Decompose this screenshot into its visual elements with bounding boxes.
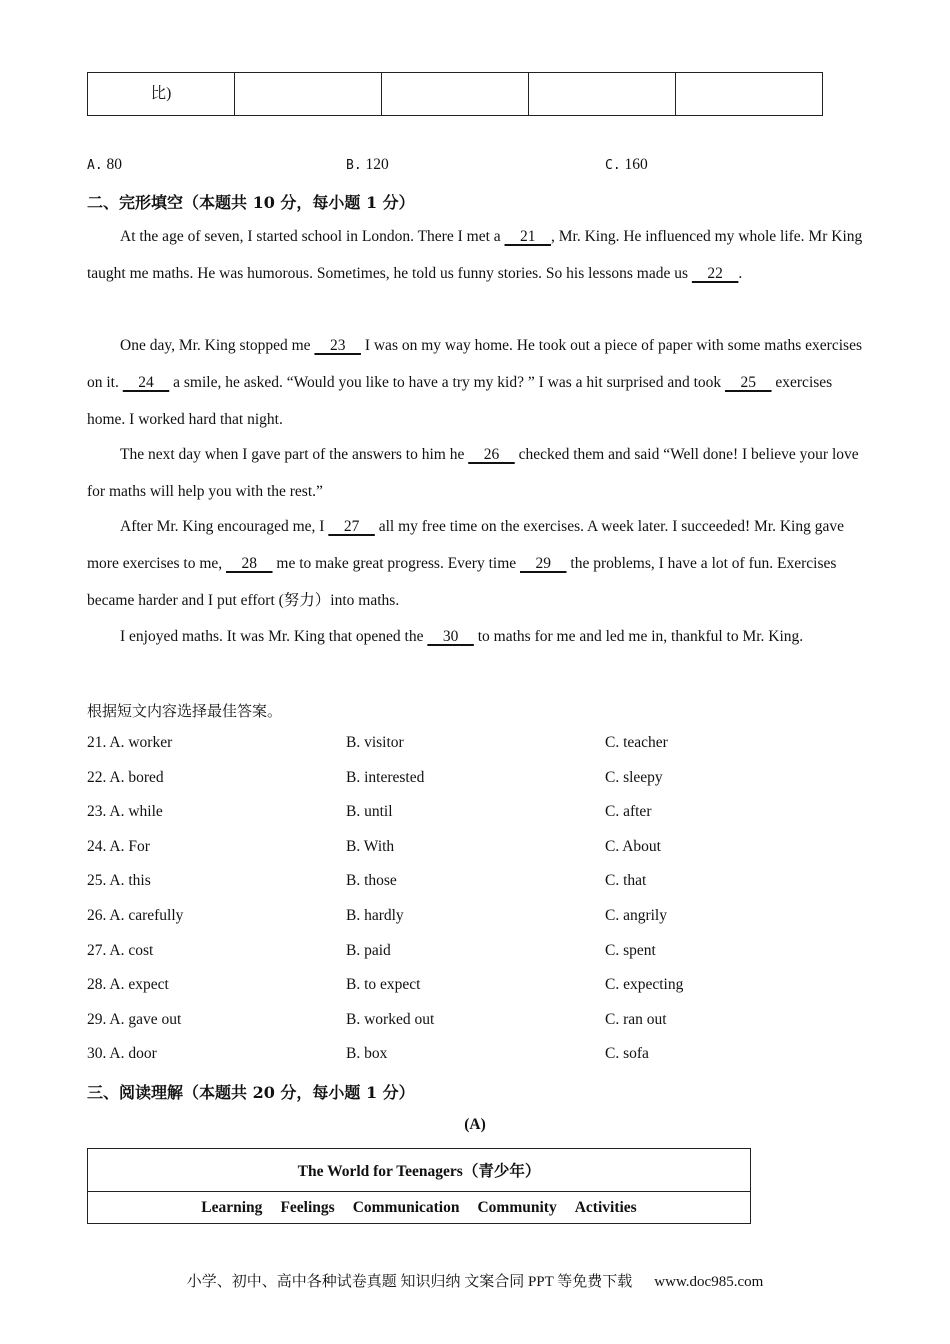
question-row [87, 907, 847, 929]
option-b: B. those [346, 872, 397, 889]
question-row [87, 803, 847, 825]
section2-heading: 二、完形填空（本题共 10 分，每小题 1 分） [87, 193, 415, 212]
option-c: C. sofa [605, 1045, 649, 1062]
question-row [87, 838, 847, 860]
footer-url[interactable]: www.doc985.com [654, 1274, 764, 1290]
passage-paragraph-3 [87, 436, 867, 510]
table-title: The World for Teenagers（青少年） [88, 1149, 751, 1192]
option-c: C. teacher [605, 734, 668, 751]
blank-28: 28 [226, 555, 273, 572]
blank-27: 27 [328, 518, 375, 535]
option-label: B. [346, 158, 362, 173]
option-a: 28. A. expect [87, 976, 169, 993]
option-a: 26. A. carefully [87, 907, 184, 924]
table-cell [382, 73, 529, 116]
passage-text: checked them and said “Well done! I believe your love for maths will help you with the rest.” [87, 446, 859, 500]
option-c: C. About [605, 838, 661, 855]
blank-22: 22 [691, 265, 739, 282]
option-a: 23. A. while [87, 803, 163, 820]
option-a: 29. A. gave out [87, 1011, 182, 1028]
nav-community: Community [477, 1198, 557, 1216]
passage-paragraph-5 [87, 618, 867, 655]
passage-text: I enjoyed maths. It was Mr. King that opened the [120, 628, 428, 645]
option-a: 21. A. worker [87, 734, 173, 751]
option-a: 22. A. bored [87, 769, 164, 786]
option-c: C. spent [605, 942, 656, 959]
option-b: B. visitor [346, 734, 404, 751]
option-value: 120 [365, 156, 389, 173]
option-b: B. hardly [346, 907, 404, 924]
passage-text: a smile, he asked. “Would you like to have a try my kid? ” I was a hit surprised and took [169, 374, 726, 391]
blank-25: 25 [725, 374, 772, 391]
prev-option-b [346, 156, 389, 174]
option-b: B. paid [346, 942, 391, 959]
question-row [87, 769, 847, 791]
passage-text: the problems, I have a lot of fun. Exercises became harder and I put effort (努力）into maths. [87, 555, 837, 609]
option-b: B. With [346, 838, 395, 855]
question-row [87, 1011, 847, 1033]
passage-paragraph-2 [87, 327, 867, 438]
nav-activities: Activities [574, 1198, 637, 1216]
blank-21: 21 [504, 228, 552, 245]
nav-row [88, 1192, 751, 1224]
blank-30: 30 [427, 628, 474, 645]
passage-text: At the age of seven, I started school in London. There I met a [120, 228, 505, 245]
option-value: 80 [106, 156, 123, 173]
table-cell-text: 比) [150, 85, 172, 102]
question-row [87, 942, 847, 964]
passage-text: After Mr. King encouraged me, I [120, 518, 329, 535]
option-c: C. angrily [605, 907, 667, 924]
teenagers-table [87, 1148, 751, 1224]
passage-text: me to make great progress. Every time [272, 555, 521, 572]
section3-heading: 三、阅读理解（本题共 20 分，每小题 1 分） [87, 1083, 415, 1102]
passage-text: to maths for me and led me in, thankful to Mr. King. [473, 628, 804, 645]
part-label: (A) [464, 1116, 486, 1133]
option-a: 30. A. door [87, 1045, 157, 1062]
option-a: 27. A. cost [87, 942, 154, 959]
table-cell [676, 73, 823, 116]
instruction-text: 根据短文内容选择最佳答案。 [87, 702, 283, 720]
prev-option-a [87, 156, 122, 174]
option-label: A. [87, 158, 103, 173]
option-c: C. sleepy [605, 769, 663, 786]
blank-24: 24 [122, 374, 170, 391]
nav-learning: Learning [201, 1198, 263, 1216]
option-b: B. interested [346, 769, 425, 786]
footer-text: 小学、初中、高中各种试卷真题 知识归纳 文案合同 PPT 等免费下载 [186, 1274, 633, 1290]
prev-option-c [605, 156, 648, 174]
option-b: B. worked out [346, 1011, 435, 1028]
table-cell [529, 73, 676, 116]
option-b: B. to expect [346, 976, 421, 993]
passage-text: The next day when I gave part of the answers to him he [120, 446, 469, 463]
option-c: C. after [605, 803, 652, 820]
nav-feelings: Feelings [280, 1198, 335, 1216]
top-table-fragment [87, 72, 823, 116]
passage-paragraph-1 [87, 218, 867, 292]
passage-paragraph-4 [87, 508, 867, 619]
passage-text: . [738, 265, 743, 282]
nav-communication: Communication [352, 1198, 460, 1216]
blank-29: 29 [520, 555, 567, 572]
option-c: C. ran out [605, 1011, 667, 1028]
question-row [87, 976, 847, 998]
passage-text: One day, Mr. King stopped me [120, 337, 315, 354]
question-row [87, 734, 847, 756]
passage-text: , Mr. King. He influenced my whole life. Mr King taught me maths. He was humorous. Sometimes, he told us funny stories. So his lessons made us [87, 228, 863, 282]
option-value: 160 [624, 156, 648, 173]
table-cell [88, 73, 235, 116]
table-cell [235, 73, 382, 116]
option-a: 24. A. For [87, 838, 150, 855]
option-label: C. [605, 158, 621, 173]
passage-text: I was on my way home. He took out a piece of paper with some maths exercises on it. [87, 337, 862, 391]
option-c: C. that [605, 872, 647, 889]
blank-26: 26 [468, 446, 515, 463]
option-c: C. expecting [605, 976, 684, 993]
page-footer [0, 1270, 950, 1291]
option-b: B. until [346, 803, 393, 820]
question-row [87, 1045, 847, 1067]
blank-23: 23 [314, 337, 361, 354]
option-b: B. box [346, 1045, 388, 1062]
option-a: 25. A. this [87, 872, 151, 889]
passage-text: all my free time on the exercises. A week later. I succeeded! Mr. King gave more exercises to me, [87, 518, 844, 572]
question-row [87, 872, 847, 894]
passage-text: exercises home. I worked hard that night. [87, 374, 833, 428]
